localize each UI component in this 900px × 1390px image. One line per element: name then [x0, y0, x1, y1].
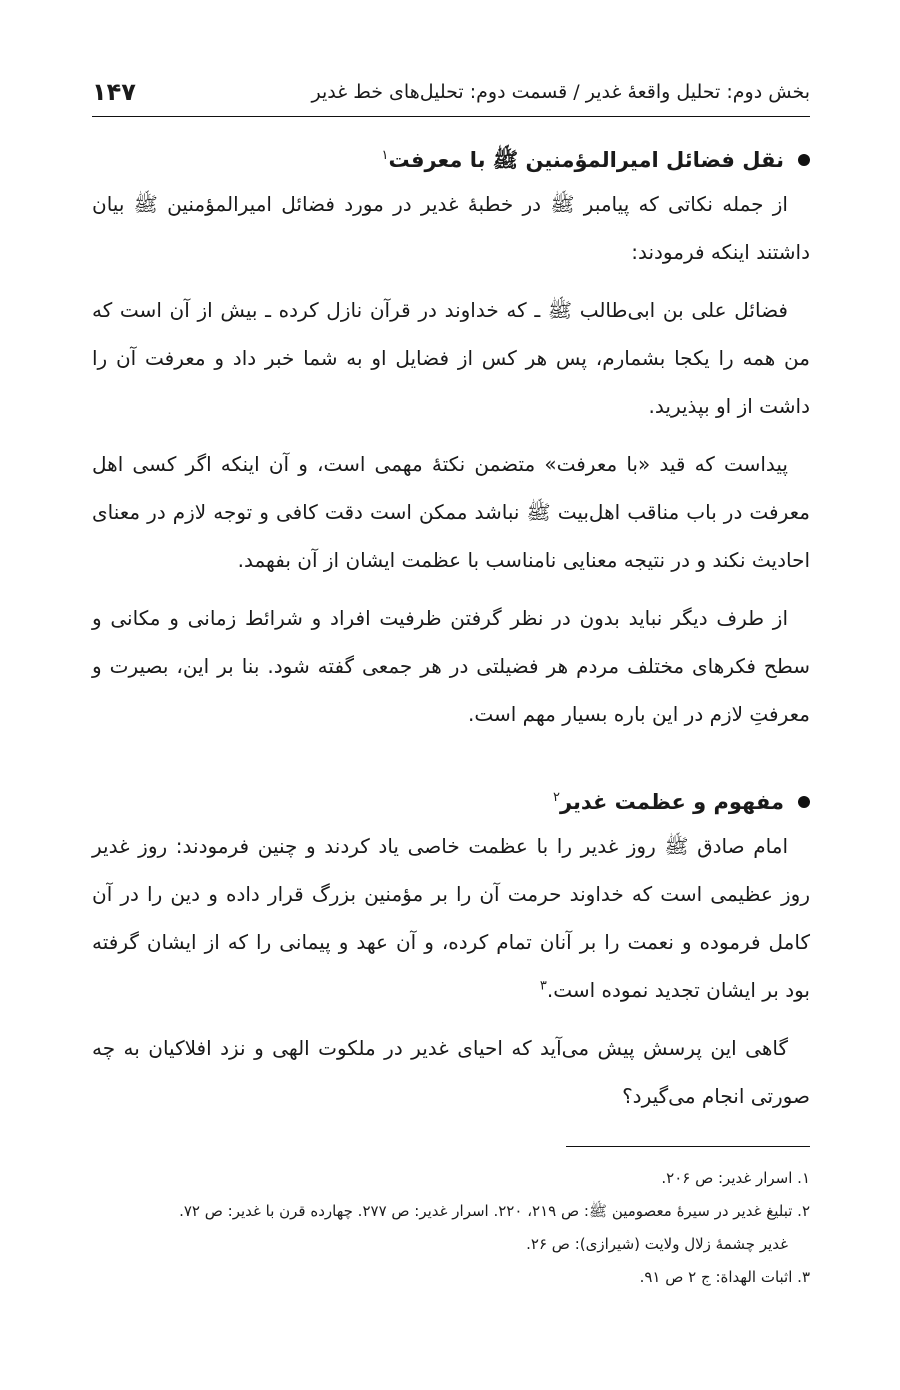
bullet-icon [798, 796, 810, 808]
footnotes [92, 1162, 810, 1294]
book-page [92, 0, 810, 1390]
footnote-item: ۲. تبلیغ غدیر در سیرهٔ معصومین ﷺ: ص ۲۱۹، ۲۲۰. اسرار غدیر: ص ۲۷۷. چهارده قرن با غدیر: ص ۷۲. [179, 1202, 810, 1220]
footnote-ref: ۳ [539, 978, 547, 994]
paragraph: از جمله نکاتی که پیامبر ﷺ در خطبهٔ غدیر در مورد فضائل امیرالمؤمنین ﷺ بیان داشتند اینکه فرمودند: [92, 192, 810, 264]
paragraph: از طرف دیگر نباید بدون در نظر گرفتن ظرفیت افراد و شرائط زمانی و مکانی و سطح فکرهای مختلف مردم هر فضیلتی در هر جمعی گفته شود. بنا بر این، بصیرت و معرفتِ لازم در این باره بسیار مهم است. [92, 606, 810, 726]
section-ghadir-meaning [92, 782, 810, 1120]
footnote-ref: ۱ [381, 148, 389, 163]
footnote-rule [566, 1146, 810, 1147]
header-title: بخش دوم: تحلیل واقعهٔ غدیر / قسمت دوم: تحلیل‌های خط غدیر [311, 81, 810, 103]
page-number: ۱۴۷ [92, 78, 136, 106]
footnote-continuation: غدیر چشمهٔ زلال ولایت (شیرازی): ص ۲۶. [526, 1235, 788, 1253]
quote-paragraph: فضائل علی بن ابی‌طالب ﷺ ـ که خداوند در قرآن نازل کرده ـ بیش از آن است که من همه را یکجا بشمارم، پس هر کس از فضایل او به شما خبر داد و معرفت آن را داشت از او بپذیرید. [92, 298, 810, 418]
heading-text [553, 782, 784, 822]
footnote-item: ۱. اسرار غدیر: ص ۲۰۶. [661, 1169, 810, 1187]
header-rule [92, 116, 810, 117]
running-header [92, 72, 810, 112]
section-heading [92, 782, 810, 822]
section-virtues [92, 140, 810, 738]
paragraph [92, 822, 810, 1014]
heading-label: مفهوم و عظمت غدیر [559, 790, 784, 814]
paragraph: گاهی این پرسش پیش می‌آید که احیای غدیر در ملکوت الهی و نزد افلاکیان به چه صورتی انجام می‌گیرد؟ [92, 1036, 810, 1108]
section-heading [92, 140, 810, 180]
paragraph-text: امام صادق ﷺ روز غدیر را با عظمت خاصی یاد کردند و چنین فرمودند: روز غدیر روز عظیمی است که خداوند حرمت آن را بر مؤمنین بزرگ قرار داده و دین را در آن کامل فرموده و نعمت را بر آنان تمام کرده، و آن عهد و پیمانی را که از ایشان گرفته بود بر ایشان تجدید نموده است. [92, 834, 810, 1002]
paragraph: پیداست که قید «با معرفت» متضمن نکتهٔ مهمی است، و آن اینکه اگر کسی اهل معرفت در باب مناقب اهل‌بیت ﷺ نباشد ممکن است دقت کافی و توجه لازم در معنای احادیث نکند و در نتیجه معنایی نامناسب با عظمت ایشان از آن بفهمد. [92, 452, 810, 572]
heading-label: نقل فضائل امیرالمؤمنین ﷺ با معرفت [388, 148, 784, 172]
footnote-item: ۳. اثبات الهداة: ج ۲ ص ۹۱. [639, 1268, 810, 1286]
heading-text [382, 140, 785, 180]
footnote-ref: ۲ [552, 790, 560, 805]
bullet-icon [798, 154, 810, 166]
